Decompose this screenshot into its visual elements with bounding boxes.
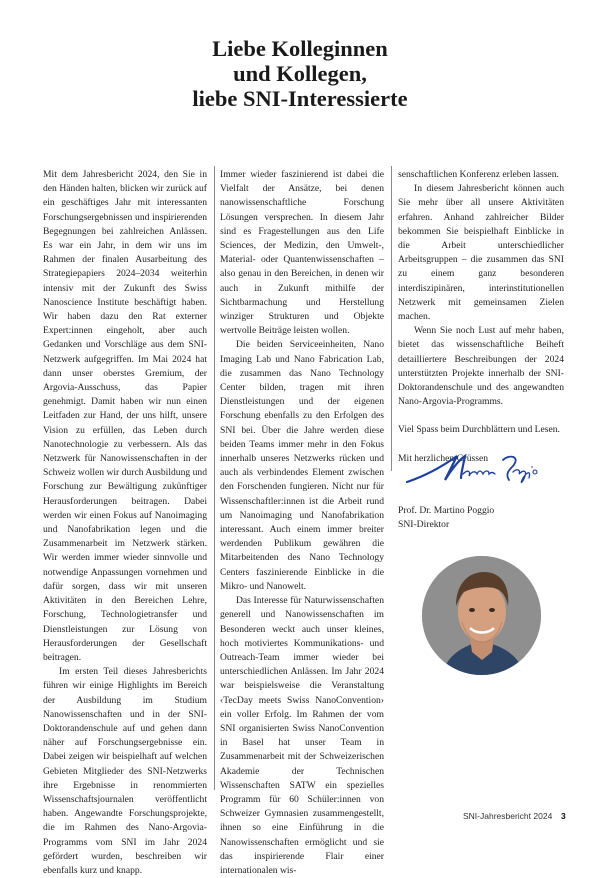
- title-line-1: Liebe Kolleginnen: [212, 36, 388, 61]
- signer-name: Prof. Dr. Martino Poggio: [398, 505, 495, 516]
- page-number: 3: [561, 811, 566, 821]
- signature-block: [398, 504, 494, 532]
- paragraph: Das Interesse für Naturwissenschaften generell und Nanowissenschaften im Besonderen weckt auch unser kleines, hoch motiviertes Kommunikations- und Outreach-Team immer wieder bei unterschiedlichen Anlässen. Im Jahr 2024 war beispielsweise die Veranstaltung ‹TecDay meets Swiss NanoConvention› ein voller Erfolg. Im Rahmen der vom SNI organisierten Swiss NanoConvention in Basel hat unser Team in Zusammenarbeit mit der Schweizerischen Akademie der Technischen Wissenschaften SATW ein spezielles Programm für 60 Schüler:innen von Schweizer Gymnasien zusammengestellt, ihnen so eine Einführung in die Nanowissenschaften ermöglicht und sie das inspirierende Flair einer internationalen wis-: [220, 595, 384, 876]
- closing-line: Viel Spass beim Durchblättern und Lesen.: [398, 424, 560, 436]
- column-divider-2: [391, 166, 392, 471]
- signer-role: SNI-Direktor: [398, 519, 450, 531]
- paragraph: Wenn Sie noch Lust auf mehr haben, bietet das wissenschaftliche Beiheft detailliertere Beschreibungen der 2024 unterstützten Projekte innerhalb der SNI-Doktorandenschule und des angewandten Nano-Argovia-Programms.: [398, 325, 564, 408]
- title-line-2: und Kollegen,: [233, 61, 367, 86]
- portrait-icon: [422, 556, 541, 675]
- portrait-photo: [422, 556, 541, 675]
- paragraph: Die beiden Serviceeinheiten, Nano Imaging Lab und Nano Fabrication Lab, die zusammen das Nano Technology Center bilden, tragen mit ihren Dienstleistungen und der eigenen Forschung ebenfalls zu den Erfolgen des SNI bei. Über die Jahre werden diese beiden Teams immer mehr in den Fokus innerhalb unseres Netzwerks rücken und auch als verbindendes Element zwischen den Forschenden fungieren. Nicht nur für Wissenschaftler:innen ist die Arbeit rund um Nanoimaging und Nanofabrikation interessant. Auch einem immer breiter werdenden Publikum gewähren die Mitarbeitenden des Nano Technology Centers faszinierende Einblicke in die Mikro- und Nanowelt.: [220, 339, 384, 592]
- paragraph: Mit dem Jahresbericht 2024, den Sie in den Händen halten, blicken wir zurück auf ein geschäftiges Jahr mit interessanten Forschungsergebnissen und inspirierenden Begegnungen bei zahlreichen Anlässen. Es war ein Jahr, in dem wir uns im Rahmen der finalen Ausarbeitung des Strategiepapiers 2024–2034 weiterhin intensiv mit der Zukunft des Swiss Nanoscience Institute beschäftigt haben. Wir haben dazu den Rat externer Expert:innen eingeholt, aber auch Gedanken und Vorschläge aus dem SNI-Netzwerk aufgegriffen. Im Mai 2024 hat dann unser oberstes Gremium, der Argovia-Ausschuss, das Papier genehmigt. Damit haben wir nun einen Leitfaden zur Hand, der uns hilft, unsere Vision zu erfüllen, das Leben durch Nanotechnologie zu verbessern. Als das Netzwerk für Nanowissenschaften in der Schweiz wollen wir durch Ausbildung und Forschung zur Bewältigung zukünftiger Herausforderungen beitragen. Dabei werden wir einen Fokus auf Nanoimaging und Nanofabrikation legen und die Zusammenarbeit im Netzwerk stärken. Wir werden immer wieder sinnvolle und notwendige Anpassungen vornehmen und dafür sorgen, dass wir mit unseren Aktivitäten in den Bereichen Lehre, Forschung, Technologietransfer und Dienstleistungen zur Lösung von Herausforderungen der Gesellschaft beitragen.: [43, 169, 207, 663]
- text-column-1: [43, 168, 207, 878]
- title-line-3: liebe SNI-Interessierte: [192, 86, 408, 111]
- report-title: SNI-Jahresbericht 2024: [463, 811, 553, 821]
- text-column-2: [220, 168, 384, 878]
- paragraph: In diesem Jahresbericht können auch Sie mehr über all unsere Aktivitäten erfahren. Anhand zahlreicher Bilder bekommen Sie beispielhaft Einblicke in die Arbeit unterschiedlicher Arbeitsgruppen – die zusammen das SNI zu einem ganz besonderen interdiszipinären, interinstitutionellen Netzwerk mit gemeinsamen Zielen machen.: [398, 183, 564, 323]
- page-title: [0, 36, 600, 111]
- signature-icon: [405, 448, 545, 490]
- greeting: Mit herzlichen Grüssen: [398, 452, 489, 464]
- column-divider-1: [214, 166, 215, 790]
- text-column-3: [398, 168, 564, 466]
- paragraph: senschaftlichen Konferenz erleben lassen.: [398, 169, 559, 180]
- paragraph: Immer wieder faszinierend ist dabei die Vielfalt der Ansätze, bei denen nanowissenschaftliche Forschung Lösungen versprechen. In diesem Jahr sind es Fragestellungen aus den Life Sciences, der Medizin, den Umwelt-, Material- oder Quantenwissenschaften – also genau in den Bereichen, in denen wir auch in Zukunft mithilfe der Sichtbarmachung und Herstellung winziger Strukturen und Objekte wertvolle Beiträge leisten wollen.: [220, 169, 384, 337]
- paragraph: Im ersten Teil dieses Jahresberichts führen wir einige Highlights im Bereich der Ausbildung im Studium Nanowissenschaften und in der SNI-Doktorandenschule auf und gehen dann näher auf Forschungsergebnisse ein. Dabei zeigen wir beispielhaft auf welchen Gebieten Mitglieder des SNI-Netzwerks ihre Ergebnisse in renommierten Wissenschaftsjournalen veröffentlicht haben. Angewandte Forschungsprojekte, die im Rahmen des Nano-Argovia-Programms vom SNI im Jahr 2024 gefördert wurden, beschreiben wir ebenfalls kurz und knapp.: [43, 666, 207, 876]
